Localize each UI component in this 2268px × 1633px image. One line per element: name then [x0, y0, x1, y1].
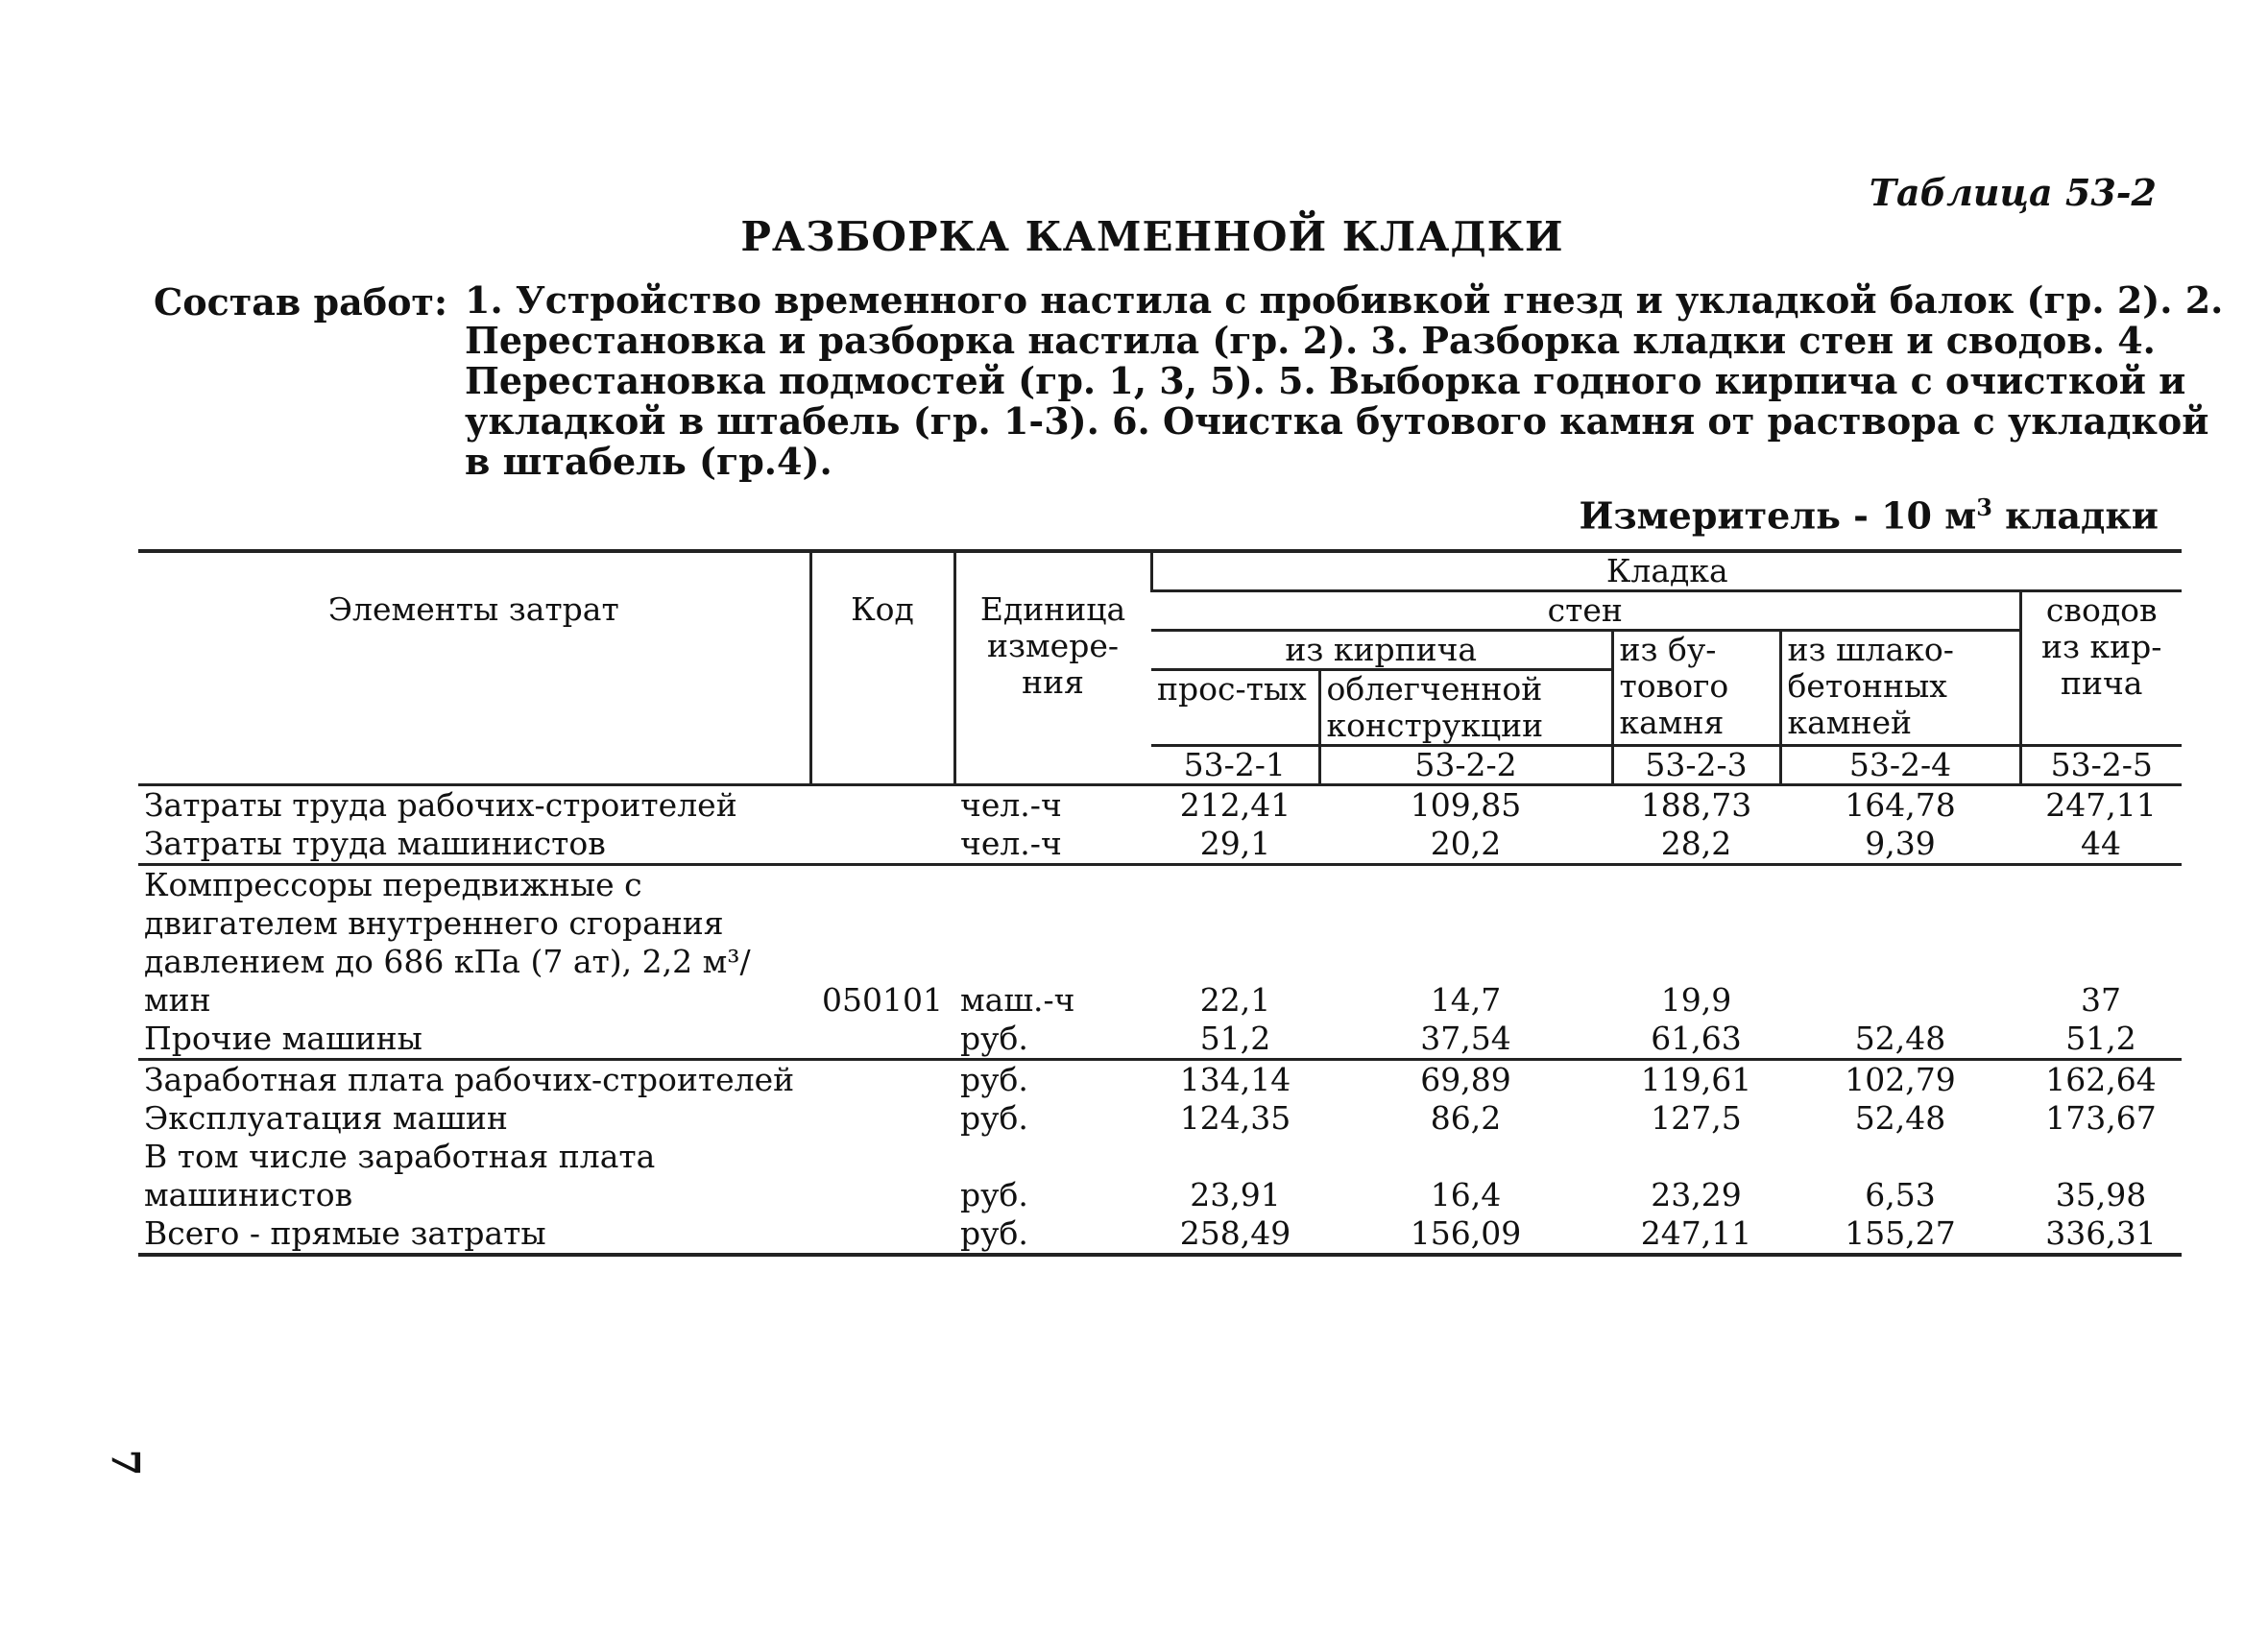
- row-value: 19,9: [1660, 981, 1732, 1019]
- row-value: 102,79: [1845, 1061, 1956, 1098]
- row-value: 14,7: [1430, 981, 1502, 1019]
- row-value: 6,53: [1865, 1176, 1936, 1213]
- header-brick: из кирпича: [1151, 631, 1612, 670]
- row-code: [810, 825, 954, 865]
- row-name: Заработная плата рабочих-строителей: [144, 1061, 795, 1098]
- row-name: Компрессоры передвижные с двигателем внутреннего сгорания давлением до 686 кПа (7 ат), 2,2 м³/мин: [144, 866, 751, 1019]
- row-unit: руб.: [960, 1061, 1028, 1098]
- row-unit: маш.-ч: [960, 981, 1075, 1019]
- measure-suffix: кладки: [1991, 493, 2159, 538]
- row-value: 173,67: [2045, 1099, 2157, 1137]
- row-name: Всего - прямые затраты: [138, 1214, 810, 1255]
- row-value: 35,98: [2055, 1176, 2147, 1213]
- row-value: 61,63: [1612, 1020, 1780, 1060]
- row-code: [810, 1060, 954, 1100]
- row-value: 52,48: [1780, 1020, 2020, 1060]
- row-unit: чел.-ч: [960, 786, 1062, 824]
- row-code: [810, 1099, 954, 1138]
- header-code-3: 53-2-3: [1612, 746, 1780, 785]
- row-value: 23,29: [1651, 1176, 1742, 1213]
- table-row: [138, 1099, 2182, 1138]
- row-unit: чел.-ч: [954, 825, 1151, 865]
- row-name: Затраты труда рабочих-строителей: [144, 786, 737, 824]
- row-value: 44: [2020, 825, 2182, 865]
- works-text: 1. Устройство временного настила с пробивкой гнезд и укладкой балок (гр. 2). 2. Перестановка и разборка настила (гр. 2). 3. Разборка кладки стен и сводов. 4. Перестановка подмостей (гр. 1, 3, 5). 5. Выборка годного кирпича с очисткой и укладкой в штабель (гр. 1-3). 6. Очистка бутового камня от раствора с укладкой в штабель (гр.4).: [465, 278, 2224, 483]
- measure-prefix: Измеритель - 10 м: [1579, 493, 1977, 538]
- row-value: 37,54: [1319, 1020, 1612, 1060]
- row-value: 119,61: [1640, 1061, 1752, 1098]
- header-walls: стен: [1151, 591, 2020, 631]
- row-value: 51,2: [1151, 1020, 1319, 1060]
- row-value: 155,27: [1780, 1214, 2020, 1255]
- row-value: 20,2: [1319, 825, 1612, 865]
- row-name: В том числе заработная плата машинистов: [144, 1138, 656, 1213]
- row-value: 164,78: [1845, 786, 1956, 824]
- row-value: 247,11: [1612, 1214, 1780, 1255]
- header-slag: из шлако-бетонных камней: [1780, 631, 2020, 746]
- table-row: [138, 785, 2182, 826]
- row-name: Эксплуатация машин: [144, 1099, 508, 1137]
- row-value: 86,2: [1430, 1099, 1502, 1137]
- table-row: [138, 1214, 2182, 1255]
- header-simple: прос-тых: [1151, 670, 1319, 746]
- row-code: [810, 1020, 954, 1060]
- row-value: [1780, 865, 2020, 1021]
- row-value: 28,2: [1612, 825, 1780, 865]
- row-unit: руб.: [960, 1176, 1028, 1213]
- row-value: 37: [2081, 981, 2121, 1019]
- row-unit: руб.: [954, 1020, 1151, 1060]
- row-value: 188,73: [1640, 786, 1752, 824]
- row-code: [810, 1138, 954, 1214]
- table-row: [138, 1138, 2182, 1214]
- row-value: 336,31: [2020, 1214, 2182, 1255]
- row-value: 134,14: [1179, 1061, 1291, 1098]
- row-value: 29,1: [1151, 825, 1319, 865]
- table-number: Таблица 53-2: [1869, 171, 2157, 214]
- row-value: 69,89: [1420, 1061, 1511, 1098]
- row-name: Прочие машины: [138, 1020, 810, 1060]
- row-value: 212,41: [1179, 786, 1291, 824]
- header-unit: Единица измере-ния: [954, 553, 1151, 785]
- row-unit: руб.: [960, 1099, 1028, 1137]
- row-value: 258,49: [1151, 1214, 1319, 1255]
- row-value: 156,09: [1319, 1214, 1612, 1255]
- header-code-2: 53-2-2: [1319, 746, 1612, 785]
- measure-unit: [1579, 493, 2159, 538]
- header-code: Код: [810, 553, 954, 785]
- header-rubble: из бу-тового камня: [1612, 631, 1780, 746]
- row-value: 109,85: [1410, 786, 1522, 824]
- table-row: [138, 1060, 2182, 1100]
- header-kladka: Кладка: [1151, 553, 2182, 591]
- header-light: облегченной конструкции: [1319, 670, 1612, 746]
- page-mark: 7: [102, 1449, 148, 1477]
- row-unit: руб.: [954, 1214, 1151, 1255]
- header-code-1: 53-2-1: [1151, 746, 1319, 785]
- row-value: 16,4: [1430, 1176, 1502, 1213]
- header-code-4: 53-2-4: [1780, 746, 2020, 785]
- row-value: 23,91: [1190, 1176, 1281, 1213]
- works-label: Состав работ:: [154, 280, 447, 324]
- row-value: 9,39: [1780, 825, 2020, 865]
- measure-superscript: 3: [1976, 493, 1992, 521]
- row-value: 127,5: [1651, 1099, 1742, 1137]
- page-title: РАЗБОРКА КАМЕННОЙ КЛАДКИ: [740, 213, 1564, 260]
- row-value: 247,11: [2045, 786, 2157, 824]
- row-code: [810, 1214, 954, 1255]
- row-name: Затраты труда машинистов: [138, 825, 810, 865]
- row-value: 124,35: [1179, 1099, 1291, 1137]
- table-row: [138, 825, 2182, 865]
- cost-table: [138, 549, 2182, 1257]
- row-value: 51,2: [2020, 1020, 2182, 1060]
- header-elements: Элементы затрат: [138, 553, 810, 785]
- row-code: 050101: [822, 981, 943, 1019]
- row-value: 162,64: [2045, 1061, 2157, 1098]
- row-value: 22,1: [1199, 981, 1271, 1019]
- table-row: [138, 865, 2182, 1021]
- header-vaults: сводов из кир-пича: [2020, 591, 2182, 746]
- header-code-5: 53-2-5: [2020, 746, 2182, 785]
- row-value: 52,48: [1854, 1099, 1946, 1137]
- table-row: [138, 1020, 2182, 1060]
- row-code: [810, 785, 954, 826]
